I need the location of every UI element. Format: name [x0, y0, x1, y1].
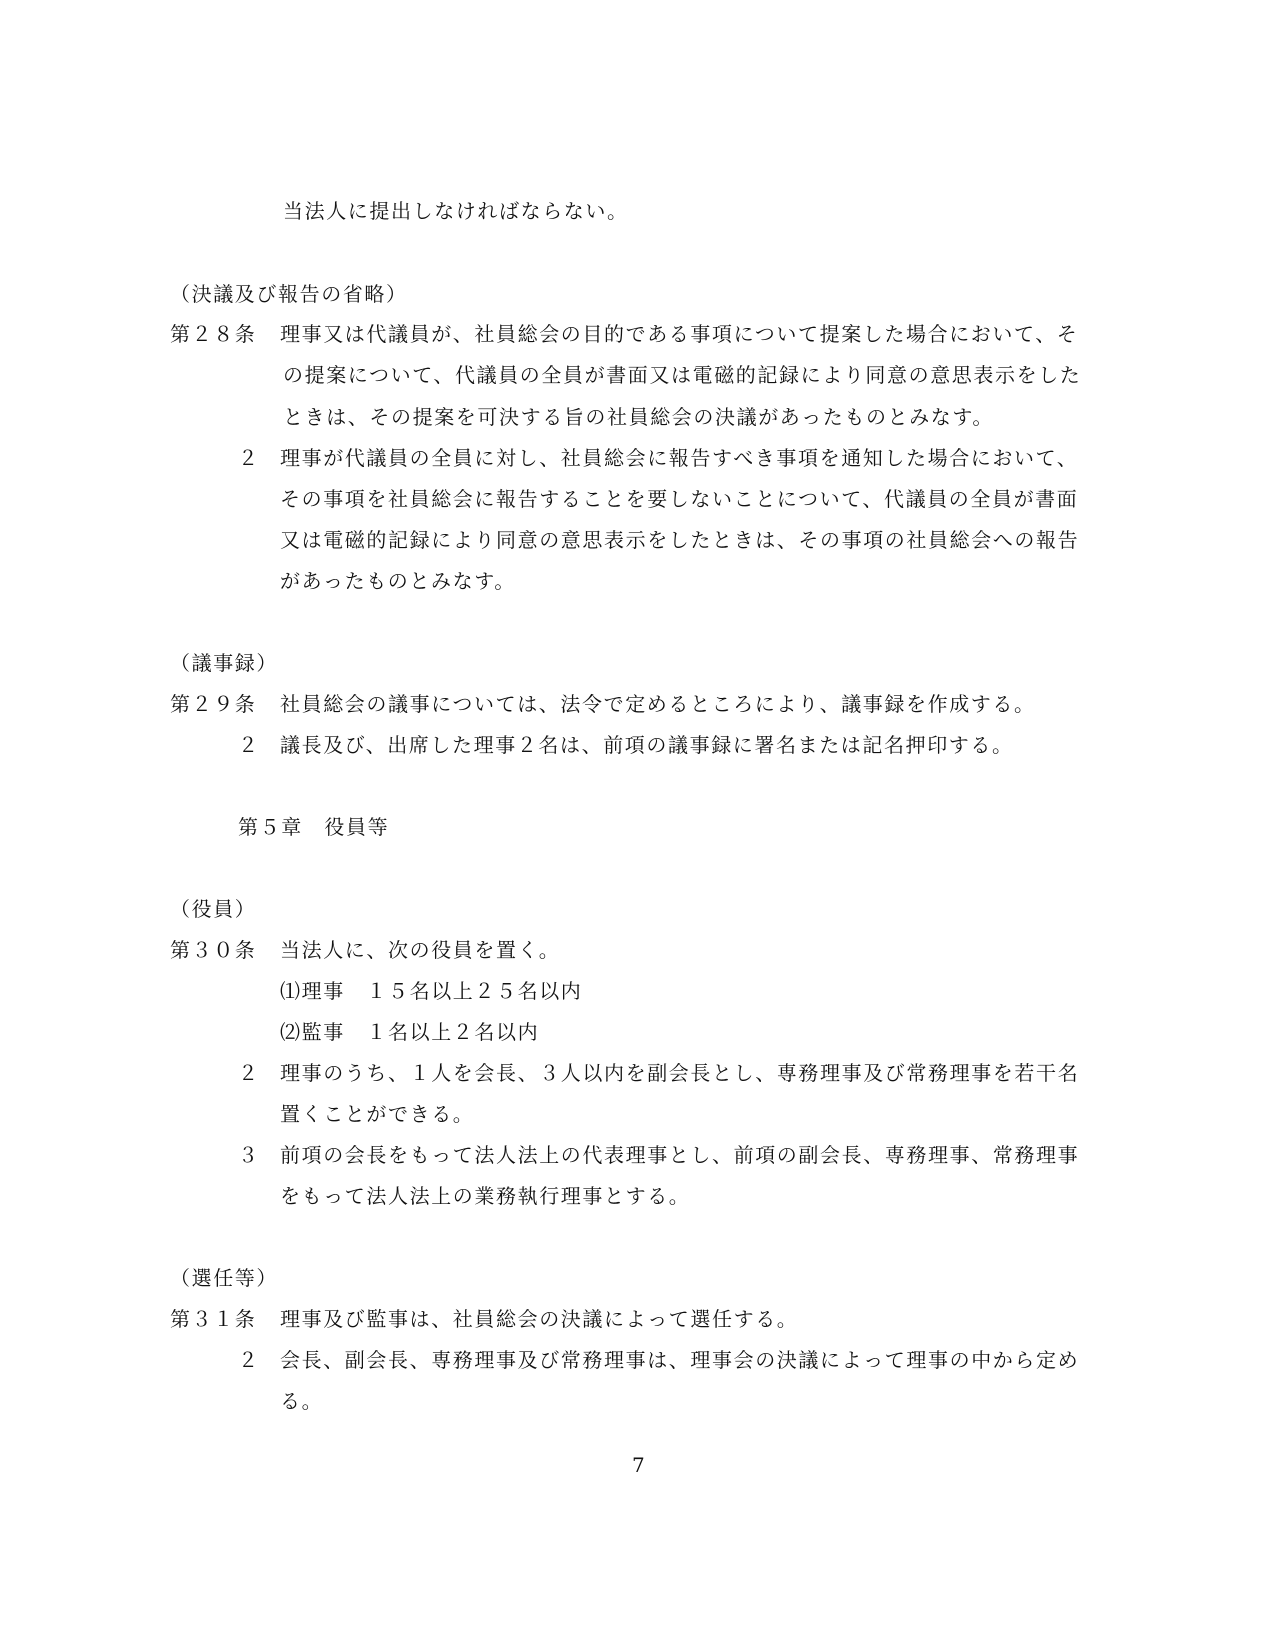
article-30-heading: （役員）: [170, 897, 257, 921]
article-28-text-line: 理事又は代議員が、社員総会の目的である事項について提案した場合において、そ: [280, 322, 1079, 346]
chapter-heading: 第５章 役員等: [238, 815, 390, 839]
article-28-paragraph-2-line: 又は電磁的記録により同意の意思表示をしたときは、その事項の社員総会への報告: [280, 528, 1080, 552]
article-30-paragraph-3-number: ３: [238, 1143, 260, 1167]
article-31-paragraph-2-number: ２: [238, 1348, 260, 1372]
article-31-paragraph-2-line: る。: [280, 1389, 324, 1413]
page-number: 7: [632, 1453, 645, 1477]
article-28-paragraph-2-line: があったものとみなす。: [280, 569, 516, 593]
article-28-number: 第２８条: [170, 322, 257, 346]
article-30-list-item: ⑵監事 １名以上２名以内: [280, 1020, 540, 1044]
article-30-paragraph-2-number: ２: [238, 1061, 260, 1085]
article-28-heading: （決議及び報告の省略）: [170, 282, 408, 306]
article-30-paragraph-2-line: 理事のうち、１人を会長、３人以内を副会長とし、専務理事及び常務理事を若干名: [280, 1061, 1080, 1085]
article-31-paragraph-2-line: 会長、副会長、専務理事及び常務理事は、理事会の決議によって理事の中から定め: [280, 1348, 1080, 1372]
article-28-text-line: ときは、その提案を可決する旨の社員総会の決議があったものとみなす。: [283, 405, 994, 429]
article-29-number: 第２９条: [170, 692, 257, 716]
article-28-paragraph-2-number: ２: [238, 446, 260, 470]
article-28-paragraph-2-line: 理事が代議員の全員に対し、社員総会に報告すべき事項を通知した場合において、: [280, 446, 1079, 470]
continuation-text: 当法人に提出しなければならない。: [283, 199, 629, 223]
article-30-paragraph-3-line: をもって法人法上の業務執行理事とする。: [280, 1184, 691, 1208]
article-31-heading: （選任等）: [170, 1266, 278, 1290]
article-29-text-line: 社員総会の議事については、法令で定めるところにより、議事録を作成する。: [280, 692, 1036, 716]
article-30-text-line: 当法人に、次の役員を置く。: [280, 938, 561, 962]
article-29-paragraph-2-line: 議長及び、出席した理事２名は、前項の議事録に署名または記名押印する。: [280, 733, 1014, 757]
article-28-text-line: の提案について、代議員の全員が書面又は電磁的記録により同意の意思表示をした: [283, 363, 1082, 387]
article-30-number: 第３０条: [170, 938, 257, 962]
article-30-list-item: ⑴理事 １５名以上２５名以内: [280, 979, 583, 1003]
article-28-paragraph-2-line: その事項を社員総会に報告することを要しないことについて、代議員の全員が書面: [280, 487, 1079, 511]
article-29-paragraph-2-number: ２: [238, 733, 260, 757]
article-31-text-line: 理事及び監事は、社員総会の決議によって選任する。: [280, 1307, 799, 1331]
article-30-paragraph-2-line: 置くことができる。: [280, 1102, 475, 1126]
article-31-number: 第３１条: [170, 1307, 257, 1331]
article-30-paragraph-3-line: 前項の会長をもって法人法上の代表理事とし、前項の副会長、専務理事、常務理事: [280, 1143, 1080, 1167]
article-29-heading: （議事録）: [170, 651, 278, 675]
